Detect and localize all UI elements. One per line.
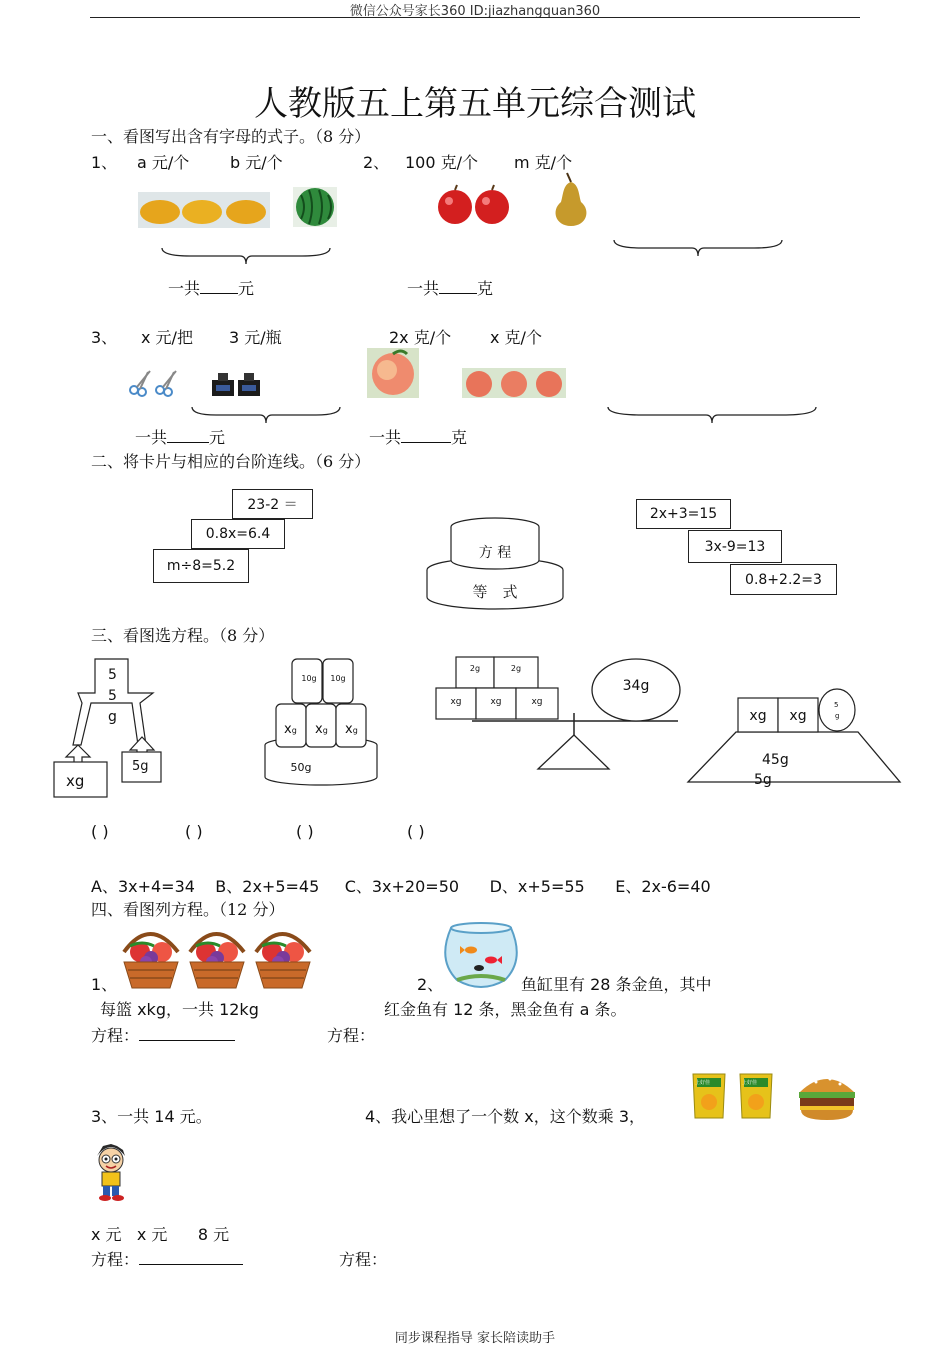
- peaches-image: [462, 368, 566, 398]
- fig2-top-2: 10g: [330, 674, 346, 683]
- cartoon-boy-image: [91, 1142, 131, 1202]
- equation-line-1: 方程：: [91, 1023, 235, 1046]
- q2-number: 2、: [363, 153, 390, 172]
- brace-1: [160, 246, 332, 266]
- q2-weight-b: m 克/个: [514, 153, 573, 172]
- page-footer: 同步课程指导 家长陪读助手: [394, 1331, 556, 1346]
- fig3-top-2: 2g: [510, 664, 522, 673]
- s4-q2-text-1: 鱼缸里有 28 条金鱼，其中: [521, 975, 712, 994]
- equation-line-3: 方程：: [91, 1247, 243, 1270]
- right-card-3[interactable]: 0.8+2.2=3: [730, 564, 837, 595]
- page-title: 人教版五上第五单元综合测试: [254, 84, 696, 124]
- right-card-2[interactable]: 3x-9=13: [688, 530, 782, 563]
- fig4-base-45g: 45g: [762, 752, 789, 768]
- q1-price-b: b 元/个: [230, 153, 283, 172]
- fig4-base-5g: 5g: [754, 772, 772, 788]
- figure-4-scale: [686, 686, 902, 784]
- brace-4: [606, 405, 818, 425]
- q3-number: 3、: [91, 328, 118, 347]
- q1-number: 1、: [91, 153, 118, 172]
- page-header: 微信公众号家长360 ID:jiazhangquan360: [349, 4, 601, 19]
- fish-bowl-image: [443, 920, 519, 990]
- left-card-2[interactable]: 0.8x=6.4: [191, 519, 285, 549]
- s4-q4-text: 4、我心里想了一个数 x，这个数乘 3，: [365, 1107, 646, 1126]
- s4-q2-number: 2、: [417, 975, 444, 994]
- s4-q1-number: 1、: [91, 975, 118, 994]
- s4-q3-prices: x 元 x 元 8 元: [91, 1225, 230, 1244]
- answer-blank-2[interactable]: [439, 279, 477, 294]
- total-4: 一共 克: [369, 428, 468, 447]
- fig4-ball-g: g: [835, 712, 840, 720]
- q3-price-a: x 元/把: [141, 328, 193, 347]
- answer-blank-1[interactable]: [200, 279, 238, 294]
- total-3: 一共 元: [135, 428, 226, 447]
- equation-line-4: 方程：: [339, 1250, 388, 1269]
- fig1-top-5b: 5: [108, 688, 117, 704]
- mango-image: [138, 192, 270, 228]
- scissors-image: [128, 368, 182, 398]
- fig1-top-5a: 5: [108, 667, 117, 683]
- equation-line-2: 方程：: [327, 1026, 376, 1045]
- snack-bag-label-2: 上好佳: [742, 1080, 758, 1086]
- equation-options: A、3x+4=34 B、2x+5=45 C、3x+20=50 D、x+5=55 E、2x-6=40: [91, 877, 711, 896]
- watermelon-image: [293, 187, 337, 227]
- fig3-mid-2: xg: [490, 697, 502, 707]
- s4-q2-text-2: 红金鱼有 12 条，黑金鱼有 a 条。: [384, 1000, 627, 1019]
- answer-blank-fig4[interactable]: ( ): [407, 822, 425, 841]
- fig3-mid-3: xg: [531, 697, 543, 707]
- left-card-3[interactable]: m÷8=5.2: [153, 549, 249, 583]
- right-card-1[interactable]: 2x+3=15: [636, 499, 731, 529]
- fig2-x-1: xg: [284, 722, 297, 737]
- fruit-basket-image: [120, 922, 320, 990]
- fig2-base-label: 50g: [290, 761, 312, 774]
- s4-q3-text: 3、一共 14 元。: [91, 1107, 212, 1126]
- total-1: 一共 元: [168, 279, 255, 298]
- q4-weight-a: 2x 克/个: [389, 328, 452, 347]
- fig3-ball-label: 34g: [622, 678, 650, 694]
- fig3-mid-1: xg: [450, 697, 462, 707]
- q1-price-a: a 元/个: [137, 153, 190, 172]
- answer-blank-fig2[interactable]: ( ): [185, 822, 203, 841]
- left-card-1[interactable]: 23-2 ＝: [232, 489, 313, 519]
- section-4-heading: 四、看图列方程。（12 分）: [91, 900, 285, 919]
- section-3-heading: 三、看图选方程。（8 分）: [91, 626, 275, 645]
- fig4-box-1: xg: [749, 708, 767, 724]
- fig1-5g: 5g: [132, 759, 149, 774]
- fig2-x-2: xg: [315, 722, 328, 737]
- fig4-ball-5: 5: [834, 701, 839, 709]
- total-2: 一共 克: [407, 279, 494, 298]
- section-2-heading: 二、将卡片与相应的台阶连线。（6 分）: [91, 452, 371, 471]
- fig3-top-1: 2g: [469, 664, 481, 673]
- answer-blank-fig1[interactable]: ( ): [91, 822, 109, 841]
- brace-3: [190, 405, 342, 425]
- step-bottom-label: 等 式: [472, 583, 518, 601]
- apple-image: [436, 184, 512, 226]
- hamburger-image: [796, 1070, 858, 1124]
- q4-weight-b: x 克/个: [490, 328, 542, 347]
- snack-bag-image-1: [689, 1070, 729, 1122]
- step-top-label: 方 程: [478, 545, 512, 561]
- s4-q1-text: 每篮 xkg，一共 12kg: [100, 1000, 259, 1019]
- section-1-heading: 一、看图写出含有字母的式子。（8 分）: [91, 127, 371, 146]
- fig2-top-1: 10g: [301, 674, 317, 683]
- q2-weight-a: 100 克/个: [405, 153, 479, 172]
- equation-blank-3[interactable]: [139, 1250, 243, 1265]
- answer-blank-4[interactable]: [401, 428, 451, 443]
- fig2-x-3: xg: [345, 722, 358, 737]
- snack-bag-image-2: [736, 1070, 776, 1122]
- fig1-top-g: g: [108, 709, 117, 725]
- pear-image: [549, 172, 593, 228]
- header-divider: [90, 17, 860, 18]
- equation-blank-1[interactable]: [139, 1026, 235, 1041]
- peach-image: [367, 348, 419, 398]
- q3-price-b: 3 元/瓶: [229, 328, 282, 347]
- ink-bottle-image: [210, 370, 262, 398]
- answer-blank-3[interactable]: [167, 428, 209, 443]
- snack-bag-label-1: 上好佳: [695, 1080, 711, 1086]
- fig1-xg: xg: [66, 772, 85, 790]
- answer-blank-fig3[interactable]: ( ): [296, 822, 314, 841]
- fig4-box-2: xg: [789, 708, 807, 724]
- brace-2: [612, 238, 784, 258]
